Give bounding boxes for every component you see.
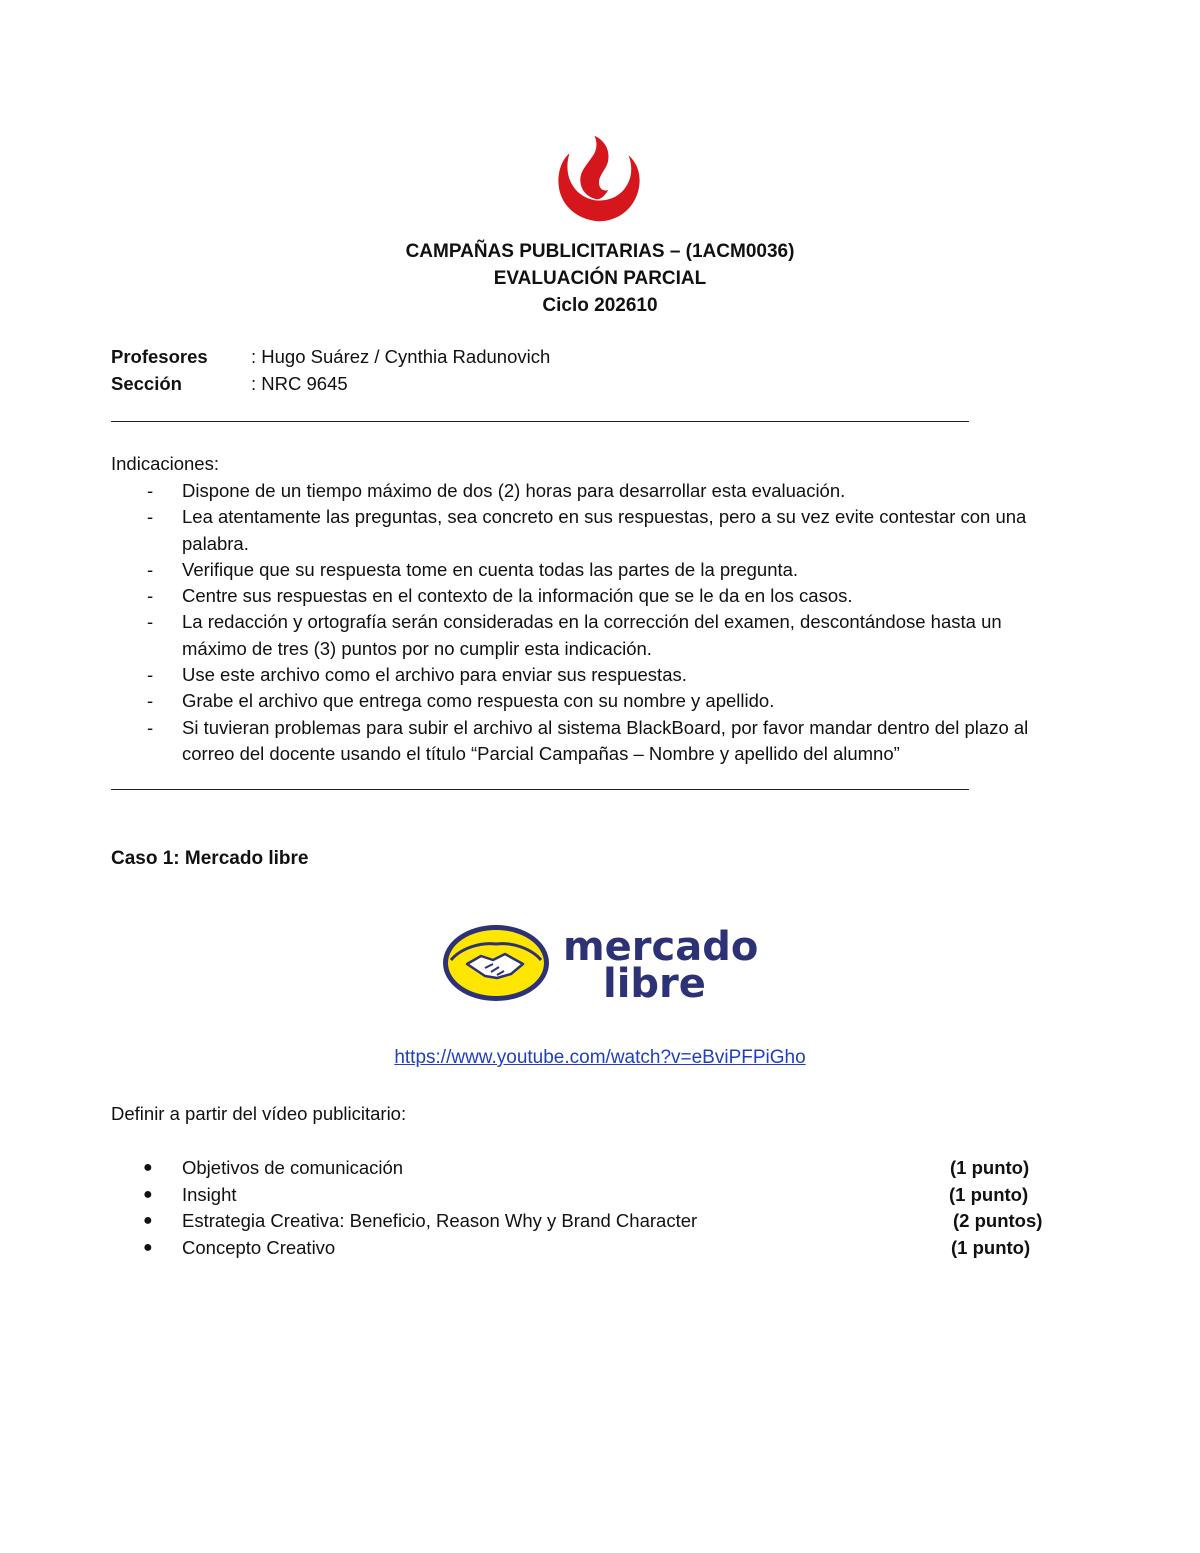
question-text: Objetivos de comunicación xyxy=(182,1157,404,1178)
question-points: (1 punto) xyxy=(951,1236,1031,1258)
question-item xyxy=(111,1235,1051,1262)
question-item xyxy=(111,1208,1051,1235)
divider-top xyxy=(111,421,969,422)
bullet-icon: ● xyxy=(143,1212,153,1229)
section-value: : NRC 9645 xyxy=(251,373,348,394)
instruction-item: - Dispone de un tiempo máximo de dos (2) horas para desarrollar esta evaluación. xyxy=(147,480,846,501)
cycle-title: Ciclo 202610 xyxy=(542,295,658,316)
mercado-libre-wordmark-line2: libre xyxy=(603,961,706,1006)
instruction-item: - Use este archivo como el archivo para enviar sus respuestas. xyxy=(147,664,687,686)
upc-logo xyxy=(553,133,645,225)
define-instruction: Definir a partir del vídeo publicitario: xyxy=(111,1103,407,1124)
question-points: (1 punto) xyxy=(950,1157,1030,1178)
exam-title: EVALUACIÓN PARCIAL xyxy=(493,268,707,289)
exam-header xyxy=(0,238,1200,319)
question-text: Insight xyxy=(182,1183,237,1205)
instruction-item: - Lea atentamente las preguntas, sea concreto en sus respuestas, pero a su vez evite contestar con una palabra. xyxy=(147,506,1027,554)
case-title: Caso 1: Mercado libre xyxy=(111,848,309,869)
question-item xyxy=(111,1155,1051,1182)
instructions-list xyxy=(111,478,1071,767)
divider-bottom xyxy=(111,789,969,790)
bullet-icon: ● xyxy=(143,1185,153,1203)
section-row xyxy=(111,373,348,395)
mercado-libre-logo xyxy=(441,920,761,1006)
questions-list xyxy=(111,1155,1051,1261)
instruction-item: - Centre sus respuestas en el contexto de la información que se le da en los casos. xyxy=(147,585,853,607)
question-item xyxy=(111,1182,1051,1209)
instruction-item: - Grabe el archivo que entrega como respuesta con su nombre y apellido. xyxy=(147,690,775,712)
question-text: Concepto Creativo xyxy=(182,1236,336,1258)
instructions-title: Indicaciones: xyxy=(111,453,219,474)
professors-row xyxy=(111,346,551,368)
bullet-icon: ● xyxy=(143,1159,153,1176)
professors-label: Profesores xyxy=(111,346,208,367)
course-title: CAMPAÑAS PUBLICITARIAS – (1ACM0036) xyxy=(405,241,795,262)
mercado-libre-wordmark-line1: mercado xyxy=(563,924,759,970)
instruction-item: - Verifique que su respuesta tome en cuenta todas las partes de la pregunta. xyxy=(147,558,799,580)
section-label: Sección xyxy=(111,373,182,394)
youtube-link[interactable]: https://www.youtube.com/watch?v=eBviPFPiGho xyxy=(394,1047,806,1068)
professors-value: : Hugo Suárez / Cynthia Radunovich xyxy=(251,346,551,367)
bullet-icon: ● xyxy=(143,1238,153,1256)
question-text: Estrategia Creativa: Beneficio, Reason Why y Brand Character xyxy=(182,1210,698,1231)
instruction-item: - Si tuvieran problemas para subir el archivo al sistema BlackBoard, por favor mandar dentro del plazo al correo del docente usando el título “Parcial Campañas – Nombre y apellido del alumno” xyxy=(147,716,1029,764)
instruction-item: - La redacción y ortografía serán consideradas en la corrección del examen, descontándose hasta un máximo de tres (3) puntos por no cumplir esta indicación. xyxy=(147,611,1002,659)
question-points: (1 punto) xyxy=(949,1183,1029,1205)
question-points: (2 puntos) xyxy=(953,1210,1043,1231)
